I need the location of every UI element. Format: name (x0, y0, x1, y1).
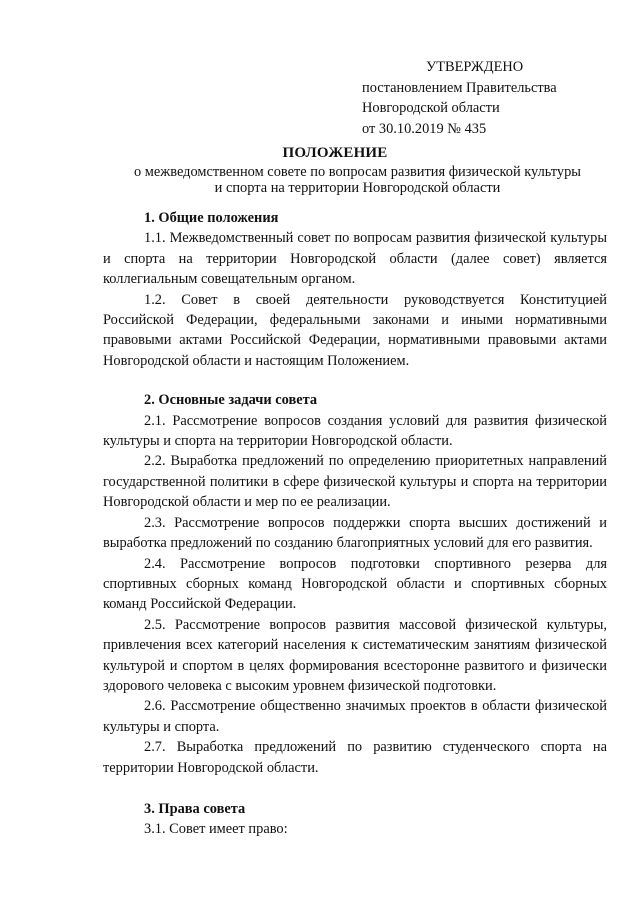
approval-stamp (362, 57, 612, 139)
paragraph-2-5: 2.5. Рассмотрение вопросов развития массовой физической культуры, привлечения всех категорий населения к систематическим занятиям физической культурой и спортом в целях формирования всесторонне развитого и физически здорового человека с высоким уровнем физической подготовки. (103, 616, 607, 694)
document-subtitle (100, 164, 615, 196)
paragraph-1-1: 1.1. Межведомственный совет по вопросам развития физической культуры и спорта на территории Новгородской области (далее совет) является коллегиальным совещательным органом. (103, 230, 607, 288)
approval-label: УТВЕРЖДЕНО (426, 59, 524, 75)
approval-line-3: от 30.10.2019 № 435 (362, 120, 487, 137)
document-title: ПОЛОЖЕНИЕ (282, 145, 388, 161)
paragraph-2-4: 2.4. Рассмотрение вопросов подготовки спортивного резерва для спортивных сборных команд Новгородской области и спортивных сборных команд Российской Федерации. (103, 555, 607, 613)
section-heading-general: 1. Общие положения (144, 210, 279, 226)
paragraph-2-6: 2.6. Рассмотрение общественно значимых проектов в области физической культуры и спорта. (103, 698, 607, 735)
section-heading-tasks: 2. Основные задачи совета (144, 392, 318, 409)
paragraph-2-7: 2.7. Выработка предложений по развитию студенческого спорта на территории Новгородской области. (103, 739, 607, 776)
section-heading-rights: 3. Права совета (144, 800, 246, 817)
approval-line-2: Новгородской области (362, 100, 500, 116)
paragraph-2-3: 2.3. Рассмотрение вопросов поддержки спорта высших достижений и выработка предложений по созданию благоприятных условий для его развития. (103, 514, 607, 552)
paragraph-2-1: 2.1. Рассмотрение вопросов создания условий для развития физической культуры и спорта на территории Новгородской области. (103, 412, 607, 450)
paragraph-3-1: 3.1. Совет имеет право: (144, 821, 288, 838)
subtitle-line-1: о межведомственном совете по вопросам развития физической культуры (134, 164, 581, 180)
paragraph-1-2: 1.2. Совет в своей деятельности руководствуется Конституцией Российской Федерации, федеральными законами и иными нормативными правовыми актами Российской Федерации, нормативными правовыми актами Новгородской области и настоящим Положением. (103, 291, 607, 369)
subtitle-line-2: и спорта на территории Новгородской области (214, 180, 501, 196)
approval-line-1: постановлением Правительства (362, 79, 557, 96)
document-body (103, 208, 607, 840)
paragraph-2-2: 2.2. Выработка предложений по определению приоритетных направлений государственной политики в сфере физической культуры и спорта на территории Новгородской области и мер по ее реализации. (103, 453, 607, 511)
